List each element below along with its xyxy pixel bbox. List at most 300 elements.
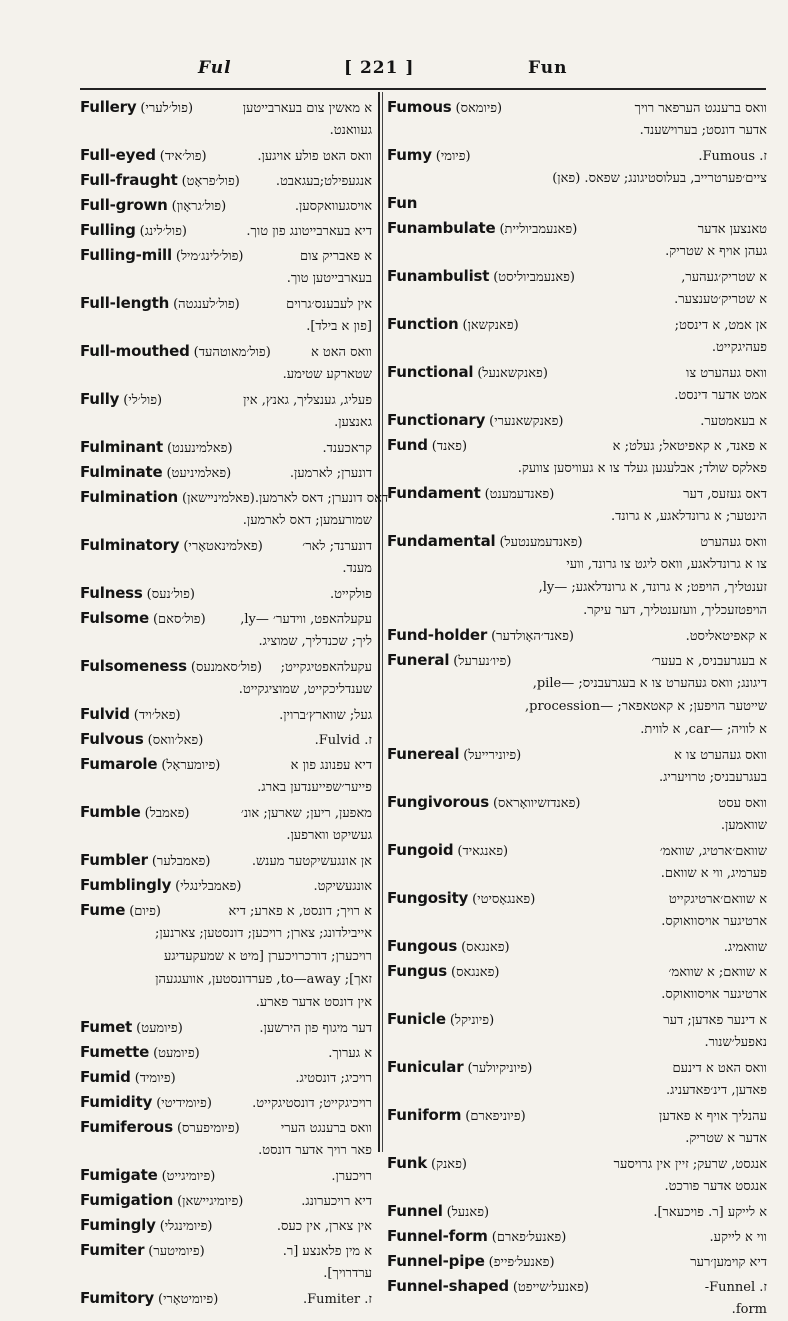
definition-continuation: זענטליך, הויפט; א גרונד, א גרונדלאגע; —ly, <box>538 580 767 595</box>
headword: Funnel-pipe <box>387 1252 485 1270</box>
definition: א מאשין צום בעארבייטען <box>242 101 372 116</box>
dictionary-entry <box>387 1200 767 1223</box>
definition-continuation: שייטער הויפען; א קאטאפאר; —procession, <box>525 699 767 714</box>
dictionary-entry <box>80 436 372 459</box>
definition: וואס ברענגט הערפאר רויך <box>634 101 767 116</box>
dictionary-entry <box>387 960 767 1006</box>
headword: Fulminate <box>80 463 163 481</box>
headword-group <box>387 1275 589 1299</box>
definition: א גערוך. <box>328 1046 372 1061</box>
headword: Fungosity <box>387 889 469 907</box>
definition-continuation: רויכערן; דורכרויכערן [מיט א שמעקעדיגע <box>163 949 372 964</box>
definition: אנגסט, שרעק; זיין אין גרויסער <box>613 1157 767 1172</box>
dictionary-entry <box>80 703 372 726</box>
headword-group <box>80 461 231 485</box>
definition-continuation: א לוויה; —car, א לווית. <box>640 722 767 737</box>
dictionary-entry <box>387 743 767 789</box>
definition-continuation: ציים׳פערטרייב, בעלוסטיגונג; שפאס. (פאן) <box>552 171 767 186</box>
headword-group <box>80 144 207 168</box>
dictionary-entry <box>387 313 767 359</box>
pronunciation: (פאמבלינגלי) <box>175 879 242 894</box>
headword: Funambulist <box>387 267 490 285</box>
headword: Fungous <box>387 937 458 955</box>
definition-continuation: נאפעל׳שנור. <box>704 1035 767 1050</box>
dictionary-entry <box>80 1016 372 1039</box>
headword-group <box>387 649 511 673</box>
headword-group <box>80 244 243 268</box>
headword: Funambulate <box>387 219 496 237</box>
headword: Fumigate <box>80 1166 158 1184</box>
headword: Funereal <box>387 745 460 763</box>
pronunciation: (פיומיטאָרי) <box>158 1292 219 1307</box>
definition-continuation: שמורעמען; דאס לארמען. <box>242 513 372 528</box>
definition-continuation: פאדען, דינ׳פאדעניג. <box>666 1083 767 1098</box>
definition-continuation: פאלקס שולד; אבלעגען געלד צו א געוויסען צוועק. <box>517 461 767 476</box>
headword-group <box>387 1104 526 1128</box>
pronunciation: (פאנגאס) <box>461 940 510 955</box>
headword: Fumy <box>387 146 432 164</box>
definition: קראכענד. <box>322 441 372 456</box>
dictionary-entry <box>387 434 767 480</box>
pronunciation: (פאנקשאנעל) <box>477 366 548 381</box>
headword: Fungus <box>387 962 448 980</box>
definition-continuation: ליך; שכנדליך, שמוציג. <box>258 634 372 649</box>
headword: Full-eyed <box>80 146 156 164</box>
headword-group <box>387 1250 555 1274</box>
definition: דיא קוימען׳רער <box>690 1255 767 1270</box>
right-column <box>387 96 767 1317</box>
headword: Funiform <box>387 1106 462 1124</box>
definition: אין צארן, אין כעס. <box>276 1219 372 1234</box>
dictionary-entry <box>387 409 767 432</box>
pronunciation: (פיוניקל) <box>449 1013 495 1028</box>
definition-continuation: הינטער; א גרונדלאגע, א גרונד. <box>611 509 767 524</box>
headword: Fulness <box>80 584 143 602</box>
definition: דונערן; לארמען. <box>289 466 372 481</box>
definition-continuation: געוואנט. <box>329 123 372 138</box>
dictionary-entry <box>80 655 372 701</box>
headword-group <box>80 1287 218 1311</box>
headword: Fundament <box>387 484 481 502</box>
pronunciation: (פיומידיטי) <box>156 1096 212 1111</box>
headword-group <box>80 534 263 558</box>
headword-group <box>80 292 240 316</box>
pronunciation: (פאנעל׳פייפ) <box>488 1255 555 1270</box>
definition-continuation: ארטיגער אויסוואוקס. <box>661 914 767 929</box>
definition-continuation: שטארקע שטימע. <box>282 367 372 382</box>
headword: Fungivorous <box>387 793 489 811</box>
headword-group <box>80 1164 215 1188</box>
pronunciation: (פול׳לי) <box>123 393 163 408</box>
headword-group <box>80 849 210 873</box>
definition-continuation: גאנצען. <box>334 415 372 430</box>
dictionary-entry <box>80 144 372 167</box>
dictionary-entry <box>80 1066 372 1089</box>
dictionary-entry <box>387 530 767 622</box>
dictionary-entry <box>80 899 372 1014</box>
pronunciation: (פאנד) <box>431 439 468 454</box>
headword-group <box>80 703 181 727</box>
definition-continuation: הויפטזעכליך, וועזענטליך, דער עיקר. <box>583 603 767 618</box>
dictionary-entry <box>387 649 767 741</box>
headword: Fungoid <box>387 841 454 859</box>
definition-continuation: מענד. <box>342 561 372 576</box>
definition-continuation: אדער דונסט; בערוישענד. <box>639 123 767 138</box>
definition: דאס דונערן; דאס לארמען. <box>254 491 389 506</box>
pronunciation: (פאל׳וואס) <box>147 733 204 748</box>
definition: שוואמיג. <box>723 940 767 955</box>
headword-group <box>387 1008 494 1032</box>
dictionary-entry <box>387 144 767 190</box>
definition-continuation: שענדליכקייט, שמוציגקייט. <box>238 682 372 697</box>
definition: אין לעבענס׳גרוים <box>286 297 372 312</box>
dictionary-entry <box>80 194 372 217</box>
headword-group <box>387 1200 489 1224</box>
definition-continuation: שוואמען. <box>720 818 767 833</box>
header-right-guideword: Fun <box>528 58 568 78</box>
headword-group <box>387 887 535 911</box>
pronunciation: (פול׳פראָט) <box>181 174 240 189</box>
definition: ווי א לייקע. <box>709 1230 767 1245</box>
definition: א פאנד, א קאפיטאל; געלט; א <box>612 439 767 454</box>
dictionary-entry <box>387 791 767 837</box>
headword-group <box>80 219 187 243</box>
definition-continuation: ערדרויך]. <box>323 1266 372 1281</box>
pronunciation: (פיומיגיישאן) <box>177 1194 244 1209</box>
definition-continuation: זאך]; to—away, פערדונסטען, אוועגגעהן <box>155 972 372 987</box>
headword-group <box>387 1056 532 1080</box>
headword: Fullery <box>80 98 137 116</box>
dictionary-entry <box>387 96 767 142</box>
headword: Fulvous <box>80 730 144 748</box>
pronunciation: (פול׳גראָון) <box>171 199 227 214</box>
dictionary-entry <box>80 1189 372 1212</box>
definition: א שוואם׳ארטיגקייט <box>668 892 767 907</box>
header-left-guideword: Ful <box>198 58 232 78</box>
definition-continuation: פייער׳שפייענדען בארג. <box>257 780 372 795</box>
headword-group <box>387 1225 566 1249</box>
pronunciation: (פיומינגלי) <box>159 1219 213 1234</box>
definition: רויכיגקייט; דונסטיגקייט. <box>252 1096 372 1111</box>
headword: Fund <box>387 436 428 454</box>
pronunciation: (פיומיטער) <box>148 1244 205 1259</box>
headword-group <box>387 313 519 337</box>
definition: וואס האט א <box>310 345 372 360</box>
headword-group <box>387 96 502 120</box>
headword: Full-mouthed <box>80 342 190 360</box>
dictionary-entry <box>80 169 372 192</box>
headword: Funicle <box>387 1010 446 1028</box>
headword: Fun <box>387 194 418 212</box>
definition: עקעלהאפט, ווידער׳ —ly, <box>240 612 372 627</box>
pronunciation: (פאנק) <box>431 1157 467 1172</box>
definition-continuation: אייבילדונג; צארן; רויכען; דונסטען; צארנען; <box>155 926 372 941</box>
definition: א בעגרעבניס, א בעער׳ <box>651 654 767 669</box>
headword: Fumiter <box>80 1241 145 1259</box>
pronunciation: (פאנגאיד) <box>457 844 509 859</box>
pronunciation: (פאלמינענט) <box>166 441 233 456</box>
headword: Function <box>387 315 459 333</box>
headword: Fumidity <box>80 1093 153 1111</box>
dictionary-entry <box>80 1041 372 1064</box>
pronunciation: (פול׳סאם) <box>152 612 206 627</box>
headword: Fumble <box>80 803 141 821</box>
page-number: [ 221 ] <box>344 58 415 78</box>
headword-group <box>387 409 563 433</box>
dictionary-entry <box>80 461 372 484</box>
definition: א לייקע [ר. פויכעאר]. <box>653 1205 767 1220</box>
dictionary-entry <box>387 1152 767 1198</box>
headword-group <box>80 728 203 752</box>
definition: וואס געהערט <box>700 535 767 550</box>
headword-group <box>80 874 241 898</box>
definition-continuation: אנגסט אדער פורכט. <box>664 1179 767 1194</box>
pronunciation: (פיומיפערס) <box>176 1121 240 1136</box>
pronunciation: (פיו׳נערעל) <box>453 654 512 669</box>
headword-group <box>80 582 195 606</box>
dictionary-entry <box>80 486 389 532</box>
headword-group <box>80 169 240 193</box>
definition-continuation: געהן אויף א שטריק. <box>665 244 767 259</box>
dictionary-entry <box>80 874 372 897</box>
pronunciation: (פיומעט) <box>153 1046 200 1061</box>
definition: דונערנד; לאר׳ <box>302 539 372 554</box>
definition-continuation: אדער א שטריק. <box>685 1131 767 1146</box>
headword-group <box>387 530 583 554</box>
pronunciation: (פאנקשאן) <box>462 318 519 333</box>
definition: מאפען, ריען; שארען; אונ׳ <box>240 806 372 821</box>
pronunciation: (פאנעל) <box>446 1205 490 1220</box>
definition: א שוואם; א שוואמ׳ <box>668 965 767 980</box>
definition: וואס האט פולע אויגען. <box>257 149 372 164</box>
definition: פולקייט. <box>330 587 372 602</box>
headword-group <box>80 340 271 364</box>
pronunciation: (פיומאס) <box>455 101 503 116</box>
pronunciation: (פאנגאס) <box>451 965 500 980</box>
headword: Fumigation <box>80 1191 174 1209</box>
headword: Fulmination <box>80 488 178 506</box>
dictionary-entry <box>387 192 767 215</box>
headword: Funeral <box>387 651 450 669</box>
definition-continuation: אין דונסט אדער פארע. <box>255 995 372 1010</box>
headword: Fumette <box>80 1043 150 1061</box>
dictionary-entry <box>80 534 372 580</box>
definition: עהנליך אויף א פאדען <box>659 1109 767 1124</box>
headword: Fumarole <box>80 755 158 773</box>
headword-group <box>80 655 262 679</box>
pronunciation: (פיומיד) <box>134 1071 176 1086</box>
definition: א מין פלאנצע [ר. <box>282 1244 372 1259</box>
definition: דיא עפנונג פון א <box>290 758 372 773</box>
pronunciation: (פאלמינײשאן) <box>182 491 255 506</box>
headword: Fundamental <box>387 532 496 550</box>
dictionary-entry <box>387 839 767 885</box>
dictionary-entry <box>80 1091 372 1114</box>
headword-group <box>80 753 220 777</box>
headword: Full-fraught <box>80 171 178 189</box>
headword: Fumet <box>80 1018 133 1036</box>
pronunciation: (פאנגאָסיטי) <box>472 892 536 907</box>
pronunciation: (פאנדעמענטעל) <box>499 535 583 550</box>
definition: א רויך; דונסט, א פארע; דיא <box>228 904 372 919</box>
headword-group <box>387 935 510 959</box>
definition: א קאפיטאליסט. <box>685 629 767 644</box>
definition: א פאבריק צום <box>300 249 372 264</box>
headword-group <box>387 1152 467 1176</box>
headword-group <box>80 607 206 631</box>
headword: Fulsomeness <box>80 657 187 675</box>
definition-continuation: פעהיגקייט. <box>711 340 767 355</box>
pronunciation: (פול׳לענגטה) <box>173 297 240 312</box>
headword-group <box>80 1116 240 1140</box>
definition: וואס האט א דינעם <box>672 1061 767 1076</box>
headword: Functionary <box>387 411 486 429</box>
definition-continuation: א שטריק׳טענצער. <box>674 292 767 307</box>
headword-group <box>387 144 471 168</box>
dictionary-entry <box>80 96 372 142</box>
pronunciation: (פאנעל׳שייפט) <box>512 1280 589 1295</box>
headword: Fumid <box>80 1068 131 1086</box>
definition-continuation: בעגרעבניס; טרויעריג. <box>658 770 767 785</box>
dictionary-entry <box>80 849 372 872</box>
pronunciation: (פול׳לערי) <box>140 101 194 116</box>
pronunciation: (פול׳איד) <box>159 149 207 164</box>
headword-group <box>80 1189 243 1213</box>
dictionary-entry <box>80 582 372 605</box>
headword: Fully <box>80 390 120 408</box>
headword-group <box>387 217 577 241</box>
headword: Fumbler <box>80 851 148 869</box>
headword: Fund-holder <box>387 626 488 644</box>
headword-group <box>80 96 193 120</box>
dictionary-entry <box>80 292 372 338</box>
headword: Fume <box>80 901 126 919</box>
headword-group <box>387 839 508 863</box>
dictionary-entry <box>387 1008 767 1054</box>
headword: Funicular <box>387 1058 464 1076</box>
definition: שוואם׳ארטיג, שוואמ׳ <box>659 844 767 859</box>
dictionary-entry <box>80 1287 372 1310</box>
headword-group <box>80 899 161 923</box>
headword-group <box>80 388 162 412</box>
definition-continuation: פערמיג, ווי א שוואם. <box>660 866 767 881</box>
dictionary-entry <box>80 340 372 386</box>
headword-group <box>80 1091 212 1115</box>
pronunciation: (פאל׳ויד) <box>133 708 181 723</box>
definition: עקעלהאפטיגקייט; <box>280 660 372 675</box>
pronunciation: (פול׳נעס) <box>146 587 195 602</box>
dictionary-entry <box>387 887 767 933</box>
headword: Fulling-mill <box>80 246 172 264</box>
pronunciation: (פאמבל) <box>144 806 190 821</box>
definition: דיא רויכערונג. <box>301 1194 372 1209</box>
dictionary-entry <box>387 265 767 311</box>
headword-group <box>80 801 189 825</box>
definition: ז. Fulvid. <box>314 733 372 748</box>
definition-continuation: געשיקט ווארפען. <box>286 828 372 843</box>
dictionary-entry <box>387 482 767 528</box>
headword-group <box>387 434 467 458</box>
pronunciation: (פאלמינאטאָרי) <box>183 539 263 554</box>
definition-continuation: בעארבייטען טוך. <box>286 271 372 286</box>
page-header <box>80 58 764 88</box>
headword-group <box>80 194 226 218</box>
pronunciation: (פאנקשאנערי) <box>489 414 564 429</box>
headword-group <box>387 265 575 289</box>
pronunciation: (פאנד׳האָולדער) <box>491 629 574 644</box>
headword: Funnel <box>387 1202 443 1220</box>
dictionary-entry <box>80 753 372 799</box>
definition: טאנצען אדער <box>697 222 767 237</box>
definition: א שטריק׳געהער, <box>681 270 767 285</box>
dictionary-entry <box>80 388 372 434</box>
dictionary-entry <box>387 361 767 407</box>
dictionary-entry <box>387 217 767 263</box>
pronunciation: (פאנעל׳פארם) <box>491 1230 567 1245</box>
dictionary-entry <box>80 728 372 751</box>
headword: Fulling <box>80 221 136 239</box>
headword-group <box>80 1041 200 1065</box>
definition: דאס געזעס, דער <box>683 487 767 502</box>
header-rule <box>80 88 766 90</box>
headword-group <box>80 1239 205 1263</box>
pronunciation: (פיומי) <box>435 149 471 164</box>
pronunciation: (פיומיגייט) <box>161 1169 216 1184</box>
dictionary-entry <box>387 1250 767 1273</box>
dictionary-entry <box>387 624 767 647</box>
pronunciation: (פיוניקיולער) <box>467 1061 533 1076</box>
definition: א דינער פאדען; דער <box>663 1013 767 1028</box>
definition: וואס עסט <box>718 796 767 811</box>
definition: אויסגעוואקסען. <box>294 199 372 214</box>
definition: רויכיג; דונסטיג. <box>295 1071 372 1086</box>
pronunciation: (פאנעמביוליסט) <box>493 270 576 285</box>
headword: Fulvid <box>80 705 130 723</box>
definition: ז. Fumous. <box>698 149 767 164</box>
definition: וואס ברענגט הערי <box>280 1121 372 1136</box>
pronunciation: (פול׳סאמנעס) <box>190 660 263 675</box>
definition: ז. Funnel- <box>704 1280 767 1295</box>
headword: Fumiferous <box>80 1118 173 1136</box>
pronunciation: (פול׳לינג) <box>139 224 187 239</box>
left-column <box>80 96 389 1307</box>
dictionary-entry <box>387 935 767 958</box>
pronunciation: (פאמבלער) <box>151 854 211 869</box>
dictionary-entry <box>387 1225 767 1248</box>
pronunciation: (פאנדעמענט) <box>484 487 555 502</box>
headword-group <box>80 486 255 510</box>
pronunciation: (פיומעראָל) <box>161 758 221 773</box>
dictionary-entry <box>80 1116 372 1162</box>
definition-continuation: צו א גרונדלאגע, וואס ליגט צו גרונד, וועי <box>566 557 767 572</box>
pronunciation: (פול׳מאוטהעד) <box>193 345 271 360</box>
headword-group <box>387 743 521 767</box>
headword: Fumblingly <box>80 876 172 894</box>
dictionary-entry <box>80 607 372 653</box>
definition-continuation: [פון א בילד]. <box>306 319 372 334</box>
headword: Fulsome <box>80 609 149 627</box>
headword: Fulminant <box>80 438 163 456</box>
pronunciation: (פיומעט) <box>136 1021 183 1036</box>
definition-continuation: ארטיגער אויסוואוקס. <box>661 987 767 1002</box>
definition: געל; שווארץ׳ברוין. <box>279 708 372 723</box>
definition: אנגעפילט;בעגאבט. <box>275 174 372 189</box>
pronunciation: (פאלמיניעט) <box>166 466 232 481</box>
pronunciation: (פיוניפארם) <box>465 1109 526 1124</box>
column-divider-inner <box>382 92 383 1152</box>
headword: Funnel-shaped <box>387 1277 509 1295</box>
dictionary-entry <box>387 1056 767 1102</box>
